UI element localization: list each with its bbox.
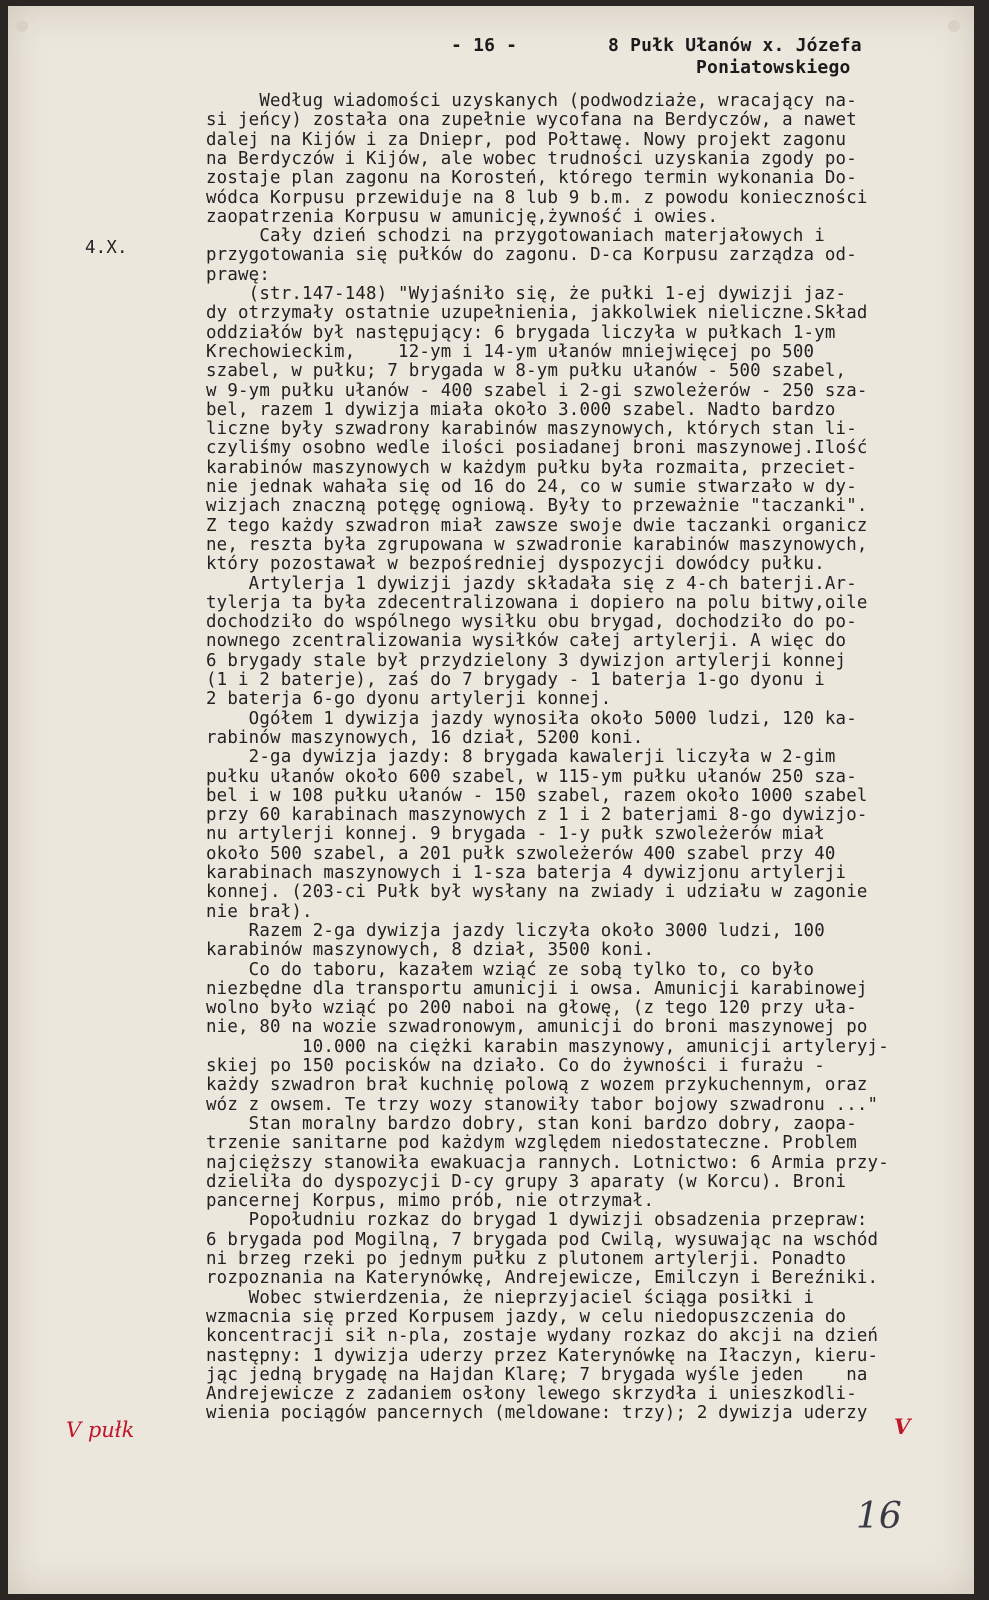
body-text-line: Andrejewicze z zadaniem osłony lewego skrzydła i unieszkodli- <box>206 1384 857 1405</box>
body-text-line: Cały dzień schodzi na przygotowaniach materjałowych i <box>206 226 825 247</box>
body-text-line: 2-ga dywizja jazdy: 8 brygada kawalerji liczyła w 2-gim <box>206 747 836 768</box>
body-text-line: 6 brygady stale był przydzielony 3 dywizjon artylerji konnej <box>206 650 847 671</box>
body-text-line: karabinów maszynowych, 8 dział, 3500 koni. <box>206 940 655 961</box>
body-text-line: Popołudniu rozkaz do brygad 1 dywizji obsadzenia przepraw: <box>206 1210 868 1231</box>
body-text-line: Co do taboru, kazałem wziąć ze sobą tylko to, co było <box>206 959 815 980</box>
body-text-line: dy otrzymały ostatnie uzupełnienia, jakkolwiek nieliczne.Skład <box>206 303 868 324</box>
body-text-line: Artylerja 1 dywizji jazdy składała się z 4-ch baterji.Ar- <box>206 573 857 594</box>
body-text-line: przygotowania się pułków do zagonu. D-ca Korpusu zarządza od- <box>206 245 857 266</box>
margin-date: 4.X. <box>85 238 128 258</box>
body-text-line: czyliśmy osobno wedle ilości posiadanej broni maszynowej.Ilość <box>206 438 868 459</box>
body-text-line: wizjach znaczną potęgę ogniową. Były to przeważnie "taczanki". <box>206 496 868 517</box>
body-text-line: prawę: <box>206 264 271 285</box>
body-text-line: ne, reszta była zgrupowana w szwadronie karabinów maszynowych, <box>206 534 868 555</box>
body-text-line: bel, razem 1 dywizja miała około 3.000 szabel. Nadto bardzo <box>206 399 836 420</box>
body-text-line: wódca Korpusu przewiduje na 8 lub 9 b.m. z powodu konieczności <box>206 187 868 208</box>
body-text-line: koncentracji sił n-pla, zostaje wydany rozkaz do akcji na dzień <box>206 1326 879 1347</box>
body-text-line: zaopatrzenia Korpusu w amunicję,żywność i owies. <box>206 206 719 227</box>
red-checkmark: V <box>894 1414 911 1439</box>
body-text-line: si jeńcy) została ona zupełnie wycofana na Berdyczów, a nawet <box>206 110 857 131</box>
body-text-line: Razem 2-ga dywizja jazdy liczyła około 3000 ludzi, 100 <box>206 920 825 941</box>
handwritten-margin-note: V pułk <box>66 1418 135 1442</box>
body-text-line: pułku ułanów około 600 szabel, w 115-ym pułku ułanów 250 sza- <box>206 766 857 787</box>
body-text-line: ni brzeg rzeki po jednym pułku z plutonem artylerji. Ponadto <box>206 1249 847 1269</box>
body-text-line: Z tego każdy szwadron miał zawsze swoje dwie taczanki organicz <box>206 515 868 536</box>
body-text-line: (str.147-148) "Wyjaśniło się, że pułki 1-ej dywizji jaz- <box>206 284 847 304</box>
body-text-line: dzieliła do dyspozycji D-cy grupy 3 aparaty (w Korcu). Broni <box>206 1171 847 1192</box>
body-text-line: tylerja ta była zdecentralizowana i dopiero na polu bitwy,oile <box>206 592 868 613</box>
regiment-title-line1: 8 Pułk Ułanów x. Józefa <box>608 35 862 56</box>
body-text-line: bel i w 108 pułku ułanów - 150 szabel, razem około 1000 szabel <box>206 785 868 806</box>
body-text-line: jąc jedną brygadę na Hajdan Klarę; 7 brygada wyśle jeden na <box>206 1364 868 1385</box>
body-text-line: przy 60 karabinach maszynowych z 1 i 2 baterjami 8-go dywizjo- <box>206 805 868 826</box>
body-text-line: karabinach maszynowych i 1-sza baterja 4 dywizjonu artylerji <box>206 863 847 883</box>
body-text-line: pancernej Korpus, mimo prób, nie otrzymał. <box>206 1191 655 1212</box>
body-text-line: wóz z owsem. Te trzy wozy stanowiły tabor bojowy szwadronu ..." <box>206 1094 879 1115</box>
handwritten-page-number: 16 <box>856 1496 902 1537</box>
body-text-line: następny: 1 dywizja uderzy przez Katerynówkę na Iłaczyn, kieru- <box>206 1345 879 1366</box>
body-text-line: wienia pociągów pancernych (meldowane: trzy); 2 dywizja uderzy <box>206 1403 868 1424</box>
page-number: - 16 - <box>451 35 518 56</box>
regiment-title-line2: Poniatowskiego <box>696 57 851 78</box>
body-text-line: skiej po 150 pocisków na działo. Co do żywności i furażu - <box>206 1056 825 1076</box>
body-text-line: dochodziło do wspólnego wysiłku obu brygad, dochodziło do po- <box>206 612 857 633</box>
body-text-line: 2 baterja 6-go dyonu artylerji konnej. <box>206 689 612 710</box>
paper-blemish <box>16 20 28 32</box>
body-text-line: nie brał). <box>206 901 313 922</box>
body-text-line: 6 brygada pod Mogilną, 7 brygada pod Cwilą, wysuwając na wschód <box>206 1229 879 1250</box>
document-page <box>8 6 974 1594</box>
body-text-line: który pozostawał w bezpośredniej dyspozycji dowódcy pułku. <box>206 554 825 575</box>
body-text-line: nu artylerji konnej. 9 brygada - 1-y pułk szwoleżerów miał <box>206 824 825 845</box>
body-text-line: Według wiadomości uzyskanych (podwodziaże, wracający na- <box>206 91 857 111</box>
body-text-line: szabel, w pułku; 7 brygada w 8-ym pułku ułanów - 500 szabel, <box>206 361 847 382</box>
body-text-line: nownego zcentralizowania wysiłków całej artylerji. A więc do <box>206 631 847 652</box>
body-text-line: około 500 szabel, a 201 pułk szwoleżerów 400 szabel przy 40 <box>206 843 836 864</box>
body-text-line: zostaje plan zagonu na Korosteń, którego termin wykonania Do- <box>206 168 857 189</box>
body-text-line: wolno było wziąć po 200 naboi na głowę, (z tego 120 przy uła- <box>206 998 857 1019</box>
body-text-line: w 9-ym pułku ułanów - 400 szabel i 2-gi szwoleżerów - 250 sza- <box>206 380 868 401</box>
body-text-line: 10.000 na ciężki karabin maszynowy, amunicji artyleryj- <box>206 1036 889 1057</box>
body-text-line: rabinów maszynowych, 16 dział, 5200 koni. <box>206 727 644 748</box>
paper-blemish <box>948 20 960 32</box>
body-text-line: oddziałów był następujący: 6 brygada liczyła w pułkach 1-ym <box>206 322 836 343</box>
body-text-line: nie jednak wahała się od 16 do 24, co w sumie stwarzało w dy- <box>206 477 857 497</box>
body-text-line: liczne były szwadrony karabinów maszynowych, których stan li- <box>206 419 857 440</box>
body-text-line: najcięższy stanowiła ewakuacja rannych. Lotnictwo: 6 Armia przy- <box>206 1152 889 1173</box>
body-text-line: na Berdyczów i Kijów, ale wobec trudności uzyskania zgody po- <box>206 148 857 169</box>
body-text-line: niezbędne dla transportu amunicji i owsa. Amunicji karabinowej <box>206 978 868 999</box>
body-text-line: Ogółem 1 dywizja jazdy wynosiła około 5000 ludzi, 120 ka- <box>206 708 857 729</box>
body-text-line: trzenie sanitarne pod każdym względem niedostateczne. Problem <box>206 1133 857 1154</box>
body-text-line: Krechowieckim, 12-ym i 14-ym ułanów mniejwięcej po 500 <box>206 341 815 362</box>
body-text-line: rozpoznania na Katerynówkę, Andrejewicze, Emilczyn i Bereźniki. <box>206 1268 879 1289</box>
body-text-line: karabinów maszynowych w każdym pułku była rozmaita, przeciet- <box>206 457 857 478</box>
body-text-line: konnej. (203-ci Pułk był wysłany na zwiady i udziału w zagonie <box>206 882 868 903</box>
body-text-line: (1 i 2 baterje), zaś do 7 brygady - 1 baterja 1-go dyonu i <box>206 670 825 690</box>
body-text-line: nie, 80 na wozie szwadronowym, amunicji do broni maszynowej po <box>206 1017 868 1038</box>
body-text-line: wzmacnia się przed Korpusem jazdy, w celu niedopuszczenia do <box>206 1306 847 1327</box>
body-text-line: każdy szwadron brał kuchnię polową z wozem przykuchennym, oraz <box>206 1075 868 1096</box>
body-text-line: Wobec stwierdzenia, że nieprzyjaciel ściąga posiłki i <box>206 1287 815 1308</box>
body-text-line: dalej na Kijów i za Dniepr, pod Połtawę. Nowy projekt zagonu <box>206 129 847 150</box>
body-text-line: Stan moralny bardzo dobry, stan koni bardzo dobry, zaopa- <box>206 1113 857 1134</box>
